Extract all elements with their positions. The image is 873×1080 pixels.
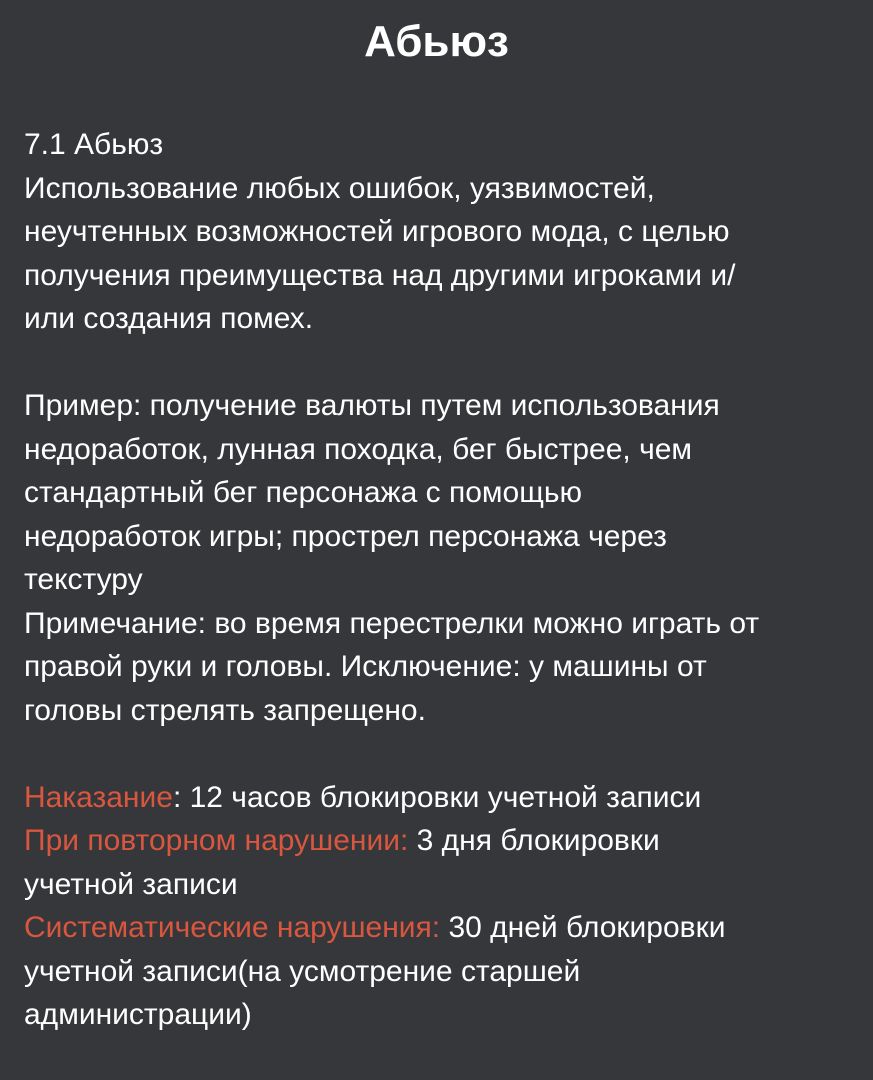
penalty-systematic-text: 30 дней блокировки <box>440 911 726 944</box>
rule-note <box>24 602 854 733</box>
rule-number-title: 7.1 Абьюз <box>24 128 164 161</box>
penalties-section <box>24 776 854 1037</box>
rule-note-line: правой руки и головы. Исключение: у машины от <box>24 650 707 683</box>
rule-example-line: текстуру <box>24 563 143 596</box>
rule-content <box>24 123 854 1037</box>
penalty-repeat-text: 3 дня блокировки <box>408 824 660 857</box>
penalty-first-label: Наказание <box>24 780 173 814</box>
rule-description-line: неучтенных возможностей игрового мода, с целью <box>24 215 730 248</box>
rule-example-line: недоработок игры; прострел персонажа через <box>24 519 667 553</box>
paragraph-gap <box>24 341 854 385</box>
penalty-repeat-label: При повторном нарушении: <box>24 824 409 857</box>
rule-description <box>24 167 854 341</box>
penalty-first-text: : 12 часов блокировки учетной записи <box>172 780 702 814</box>
penalty-first <box>24 776 854 820</box>
penalty-systematic-label: Систематические нарушения: <box>24 911 441 944</box>
penalty-repeat <box>24 819 854 863</box>
rule-example-line: недоработок, лунная походка, бег быстрее, чем <box>24 432 693 466</box>
rule-description-line: Использование любых ошибок, уязвимостей, <box>24 171 655 205</box>
rule-note-line: Примечание: во время перестрелки можно играть от <box>24 606 760 640</box>
rule-example-line: Пример: получение валюты путем использования <box>24 389 720 422</box>
penalty-systematic <box>24 906 854 950</box>
penalty-repeat-continuation: учетной записи <box>24 867 238 901</box>
rule-description-line: или создания помех. <box>24 302 314 335</box>
rule-description-line: получения преимущества над другими игроками и/ <box>24 258 736 292</box>
penalty-systematic-continuation: учетной записи(на усмотрение старшей <box>24 954 581 988</box>
rule-example <box>24 384 854 602</box>
rule-note-line: головы стрелять запрещено. <box>24 693 426 727</box>
rule-example-line: стандартный бег персонажа с помощью <box>24 476 583 509</box>
penalty-systematic-continuation: администрации) <box>24 998 252 1031</box>
paragraph-gap <box>24 732 854 776</box>
page-title: Абьюз <box>364 17 509 66</box>
